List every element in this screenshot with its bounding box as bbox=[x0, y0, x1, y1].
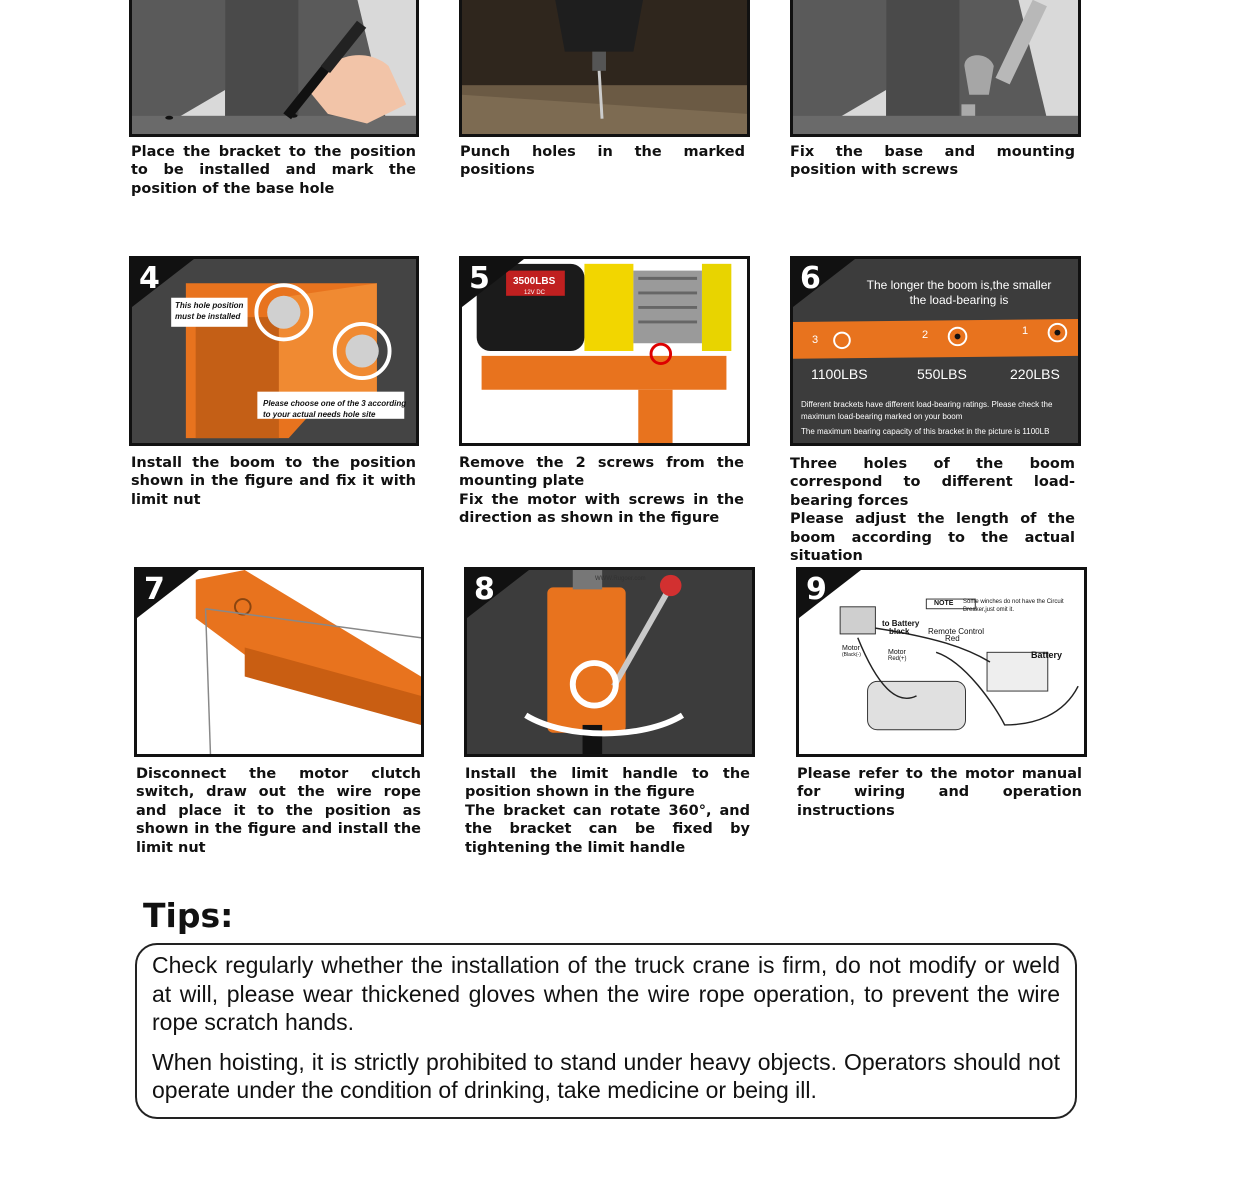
step-4-number: 4 bbox=[132, 259, 194, 307]
step-8-number: 8 bbox=[467, 570, 529, 618]
step-9-number: 9 bbox=[799, 570, 861, 618]
step-4-image bbox=[129, 256, 419, 446]
step-9-battery: Battery bbox=[1031, 650, 1063, 660]
step-2-image bbox=[459, 0, 750, 137]
step-9-motor-red-label: Motor bbox=[888, 649, 906, 656]
step-6-image bbox=[790, 256, 1081, 446]
step-4-note-hole: This hole position must be installed bbox=[175, 301, 244, 321]
step-6-footnote-1: Different brackets have different load-bearing ratings. Please check the maximum load-bearing marked on your boom bbox=[801, 400, 1053, 421]
step-5-caption: Remove the 2 screws from the mounting plate Fix the motor with screws in the direction as shown in the figure bbox=[459, 455, 744, 527]
step-9-black: black bbox=[889, 627, 910, 636]
tips-paragraph-2: When hoisting, it is strictly prohibited to stand under heavy objects. Operators should not operate under the condition of drinking, take medicine or being ill. bbox=[152, 1048, 1060, 1104]
step-9-red: Red bbox=[945, 634, 960, 643]
step-2-caption: Punch holes in the marked positions bbox=[460, 144, 745, 179]
tips-box bbox=[135, 943, 1077, 1119]
step-7-image bbox=[134, 567, 424, 757]
step-9-image bbox=[796, 567, 1087, 757]
step-5-winch-rating: 3500LBS bbox=[513, 276, 556, 287]
step-6-caption: Three holes of the boom correspond to different load-bearing forces Please adjust the length of the boom according to the actual situation bbox=[790, 456, 1075, 565]
step-6-number: 6 bbox=[793, 259, 855, 307]
step-7-number: 7 bbox=[137, 570, 199, 618]
step-6-hole-1: 1 bbox=[1022, 325, 1029, 337]
step-4-note-choose: Please choose one of the 3 according to your actual needs hole site bbox=[263, 399, 407, 419]
step-9-motor: Motor bbox=[842, 645, 860, 652]
step-6-load-550: 550LBS bbox=[917, 366, 967, 382]
step-6-hole-2: 2 bbox=[922, 329, 929, 341]
step-9-note-tag: NOTE bbox=[934, 600, 954, 607]
step-5-image bbox=[459, 256, 750, 446]
step-8-watermark: WWW.Rugoer.com bbox=[595, 576, 646, 582]
tips-title: Tips: bbox=[143, 896, 234, 935]
step-7-caption: Disconnect the motor clutch switch, draw out the wire rope and place it to the position as shown in the figure and install the limit nut bbox=[136, 766, 421, 856]
step-5-winch-voltage: 12V DC bbox=[524, 290, 546, 296]
step-8-caption: Install the limit handle to the position shown in the figure The bracket can rotate 360°, and the bracket can be fixed by tightening the limit handle bbox=[465, 766, 750, 856]
step-9-caption: Please refer to the motor manual for wiring and operation instructions bbox=[797, 766, 1082, 819]
step-8-image bbox=[464, 567, 755, 757]
step-1-caption: Place the bracket to the position to be installed and mark the position of the base hole bbox=[131, 144, 416, 197]
step-6-footnote-2: The maximum bearing capacity of this bracket in the picture is 1100LB bbox=[801, 427, 1050, 436]
step-9-remote: Remote Control bbox=[928, 627, 985, 636]
step-6-hole-3: 3 bbox=[812, 334, 819, 346]
step-6-load-220: 220LBS bbox=[1010, 366, 1060, 382]
step-1-image bbox=[129, 0, 419, 137]
step-3-caption: Fix the base and mounting position with screws bbox=[790, 144, 1075, 179]
tips-paragraph-1: Check regularly whether the installation of the truck crane is firm, do not modify or weld at will, please wear thickened gloves when the wire rope operation, to prevent the wire rope scratch hands. bbox=[152, 952, 1060, 1036]
step-6-load-1100: 1100LBS bbox=[811, 366, 868, 382]
step-5-number: 5 bbox=[462, 259, 524, 307]
step-6-header: The longer the boom is,the smaller the load-bearing is bbox=[866, 278, 1052, 307]
step-4-caption: Install the boom to the position shown in the figure and fix it with limit nut bbox=[131, 455, 416, 508]
step-9-motor-red: Red(+) bbox=[888, 656, 907, 662]
step-3-image bbox=[790, 0, 1081, 137]
step-9-note-text: Some winches do not have the Circuit Breaker,just omit it. bbox=[963, 599, 1064, 613]
step-9-to-battery: to Battery bbox=[882, 619, 920, 628]
step-9-motor-black: (Black(-) bbox=[842, 652, 861, 658]
